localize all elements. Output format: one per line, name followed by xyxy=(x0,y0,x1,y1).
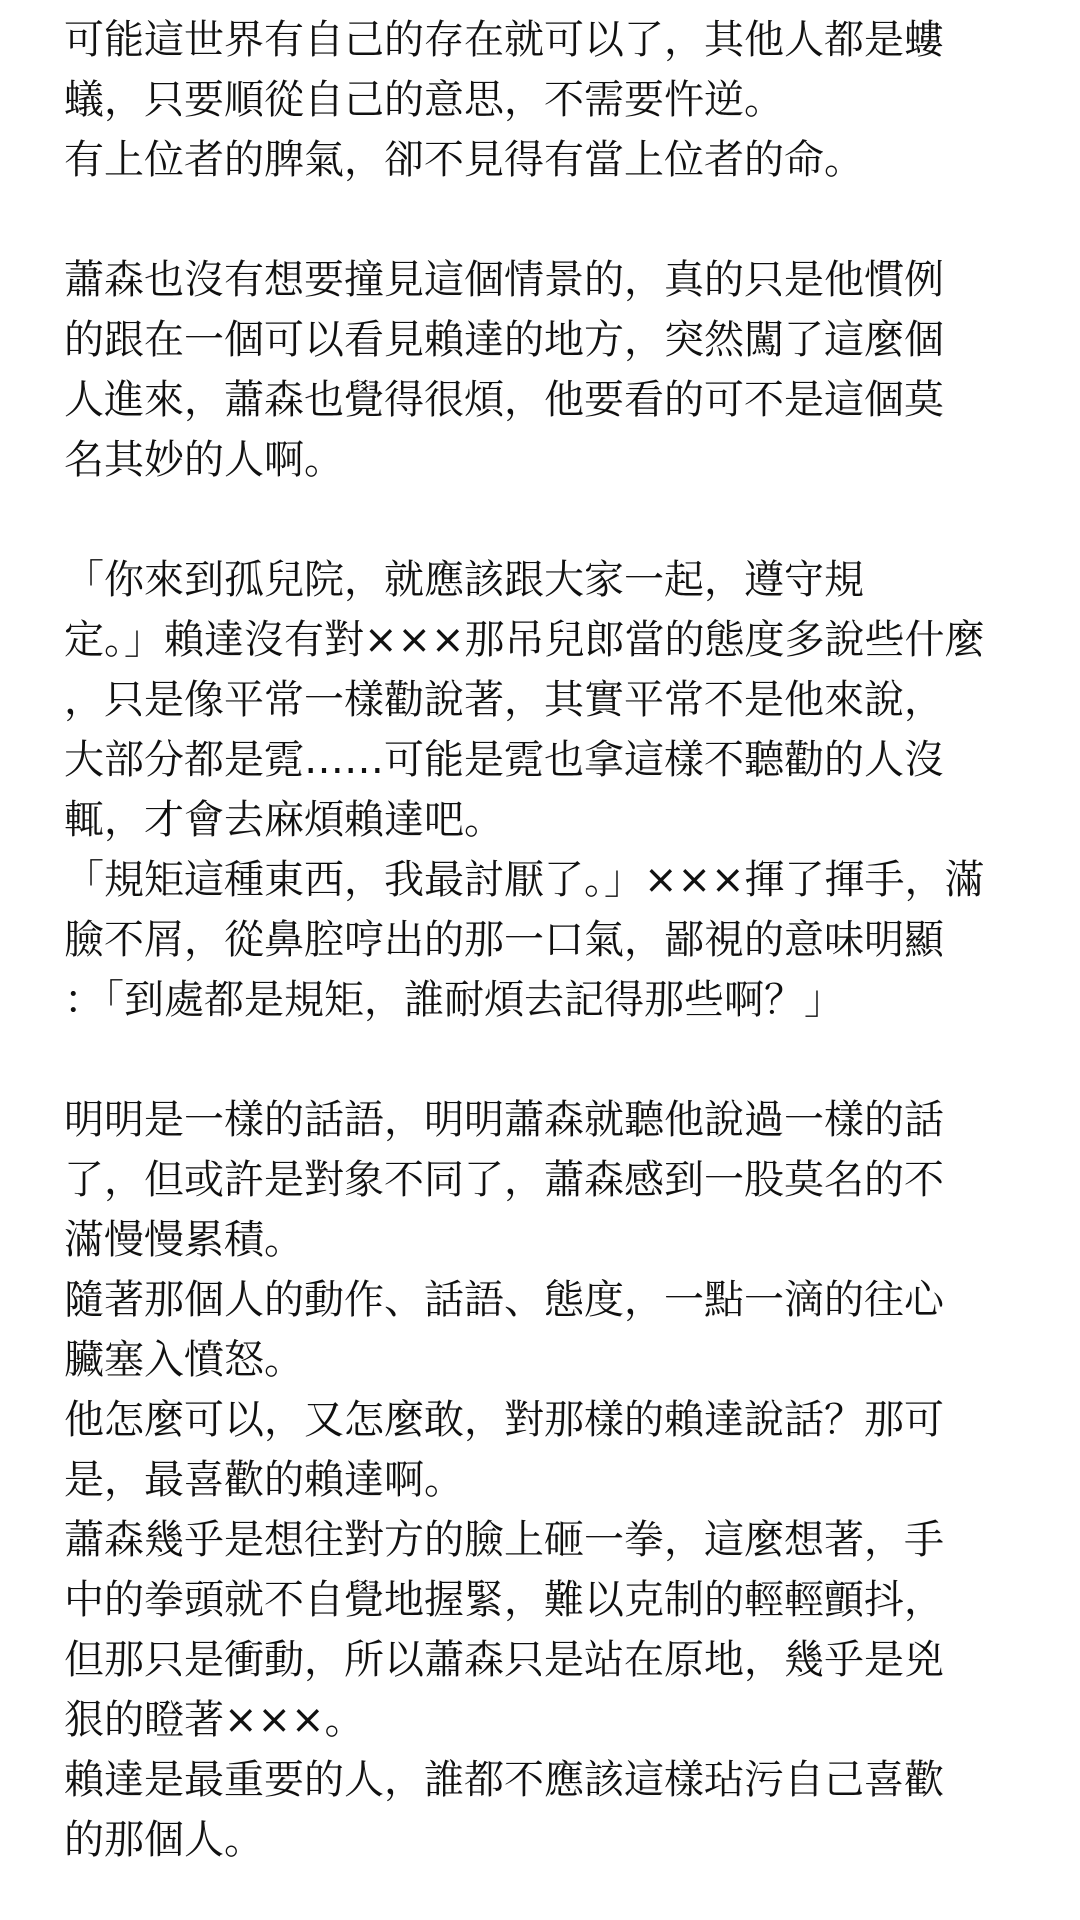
text-line: 狠的瞪著×××。 xyxy=(64,1697,365,1743)
text-line: 的那個人。 xyxy=(64,1817,264,1863)
text-line: 可能這世界有自己的存在就可以了，其他人都是螻 xyxy=(64,17,944,63)
text-line: 大部分都是霓……可能是霓也拿這樣不聽勸的人沒 xyxy=(64,737,944,783)
text-line: 有上位者的脾氣，卻不見得有當上位者的命。 xyxy=(64,137,864,183)
text-line: 臟塞入憤怒。 xyxy=(64,1337,304,1383)
text-line: 蕭森幾乎是想往對方的臉上砸一拳，這麼想著，手 xyxy=(64,1517,944,1563)
text-line: 蟻，只要順從自己的意思，不需要忤逆。 xyxy=(64,77,784,123)
text-line: 輒，才會去麻煩賴達吧。 xyxy=(64,797,504,843)
text-line: 明明是一樣的話語，明明蕭森就聽他說過一樣的話 xyxy=(64,1097,944,1143)
text-line: 「你來到孤兒院，就應該跟大家一起，遵守規 xyxy=(64,557,864,603)
text-line: 「規矩這種東西，我最討厭了。」×××揮了揮手，滿 xyxy=(64,857,985,903)
text-line: 但那只是衝動，所以蕭森只是站在原地，幾乎是兇 xyxy=(64,1637,944,1683)
text-line: 是，最喜歡的賴達啊。 xyxy=(64,1457,464,1503)
blank-line xyxy=(64,490,1024,550)
text-line: 賴達是最重要的人，誰都不應該這樣玷污自己喜歡 xyxy=(64,1757,944,1803)
text-line: 定。」賴達沒有對×××那吊兒郎當的態度多說些什麼 xyxy=(64,617,985,663)
text-line: 隨著那個人的動作、話語、態度，一點一滴的往心 xyxy=(64,1277,944,1323)
text-line: ：「到處都是規矩，誰耐煩去記得那些啊？」 xyxy=(64,977,844,1023)
text-line: 蕭森也沒有想要撞見這個情景的，真的只是他慣例 xyxy=(64,257,944,303)
text-line: 的跟在一個可以看見賴達的地方，突然闖了這麼個 xyxy=(64,317,944,363)
story-text xyxy=(64,10,1024,1870)
text-line: 人進來，蕭森也覺得很煩，他要看的可不是這個莫 xyxy=(64,377,944,423)
text-line: 了，但或許是對象不同了，蕭森感到一股莫名的不 xyxy=(64,1157,944,1203)
text-line: 名其妙的人啊。 xyxy=(64,437,344,483)
text-line: ，只是像平常一樣勸說著，其實平常不是他來說， xyxy=(64,677,944,723)
text-line: 臉不屑，從鼻腔哼出的那一口氣，鄙視的意味明顯 xyxy=(64,917,944,963)
text-line: 中的拳頭就不自覺地握緊，難以克制的輕輕顫抖， xyxy=(64,1577,944,1623)
text-line: 滿慢慢累積。 xyxy=(64,1217,304,1263)
blank-line xyxy=(64,190,1024,250)
text-line: 他怎麼可以，又怎麼敢，對那樣的賴達說話？那可 xyxy=(64,1397,944,1443)
blank-line xyxy=(64,1030,1024,1090)
